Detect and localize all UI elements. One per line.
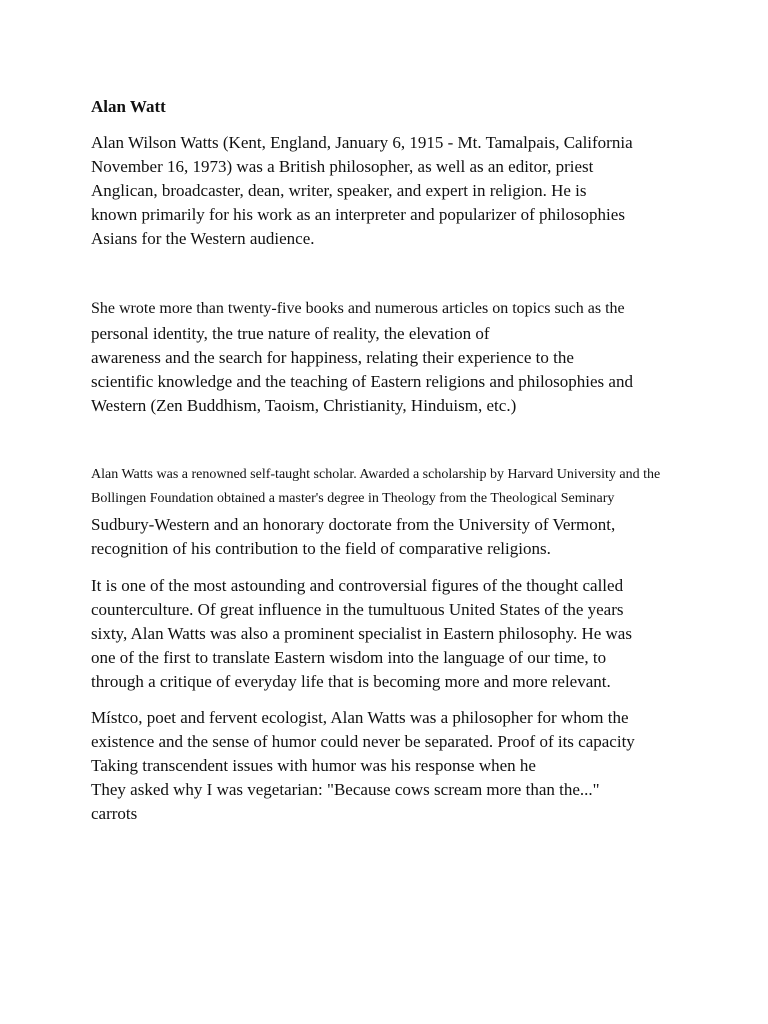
paragraph-4-line-5: through a critique of everyday life that is becoming more and more relevant. xyxy=(91,672,611,691)
paragraph-1-line-3: Anglican, broadcaster, dean, writer, speaker, and expert in religion. He is xyxy=(91,181,587,200)
paragraph-2-line-2: personal identity, the true nature of reality, the elevation of xyxy=(91,324,490,343)
paragraph-1-line-5: Asians for the Western audience. xyxy=(91,229,315,248)
paragraph-2-line-5: Western (Zen Buddhism, Taoism, Christianity, Hinduism, etc.) xyxy=(91,396,517,415)
paragraph-3-line-4: recognition of his contribution to the field of comparative religions. xyxy=(91,539,551,558)
paragraph-5-line-4: They asked why I was vegetarian: "Because cows scream more than the..." xyxy=(91,780,600,799)
paragraph-5-line-1: Místco, poet and fervent ecologist, Alan Watts was a philosopher for whom the xyxy=(91,708,629,727)
paragraph-5-line-5: carrots xyxy=(91,804,138,823)
paragraph-2-line-1: She wrote more than twenty-five books and numerous articles on topics such as the xyxy=(91,300,625,317)
paragraph-3-line-2: Bollingen Foundation obtained a master's degree in Theology from the Theological Seminary xyxy=(91,491,615,506)
paragraph-1-line-4: known primarily for his work as an interpreter and popularizer of philosophies xyxy=(91,205,625,224)
document-title: Alan Watt xyxy=(91,97,166,116)
paragraph-1-line-2: November 16, 1973) was a British philosopher, as well as an editor, priest xyxy=(91,157,594,176)
paragraph-5-line-3: Taking transcendent issues with humor was his response when he xyxy=(91,756,536,775)
paragraph-4-line-4: one of the first to translate Eastern wisdom into the language of our time, to xyxy=(91,648,607,667)
paragraph-5-line-2: existence and the sense of humor could never be separated. Proof of its capacity xyxy=(91,732,635,751)
paragraph-1-line-1: Alan Wilson Watts (Kent, England, January 6, 1915 - Mt. Tamalpais, California xyxy=(91,133,633,152)
paragraph-4-line-3: sixty, Alan Watts was also a prominent specialist in Eastern philosophy. He was xyxy=(91,624,632,643)
paragraph-4-line-1: It is one of the most astounding and controversial figures of the thought called xyxy=(91,576,624,595)
paragraph-2-line-4: scientific knowledge and the teaching of Eastern religions and philosophies and xyxy=(91,372,633,391)
paragraph-4-line-2: counterculture. Of great influence in the tumultuous United States of the years xyxy=(91,600,624,619)
paragraph-2-line-3: awareness and the search for happiness, relating their experience to the xyxy=(91,348,574,367)
paragraph-3-line-3: Sudbury-Western and an honorary doctorate from the University of Vermont, xyxy=(91,515,616,534)
paragraph-3-line-1: Alan Watts was a renowned self-taught scholar. Awarded a scholarship by Harvard University and the xyxy=(91,467,661,482)
